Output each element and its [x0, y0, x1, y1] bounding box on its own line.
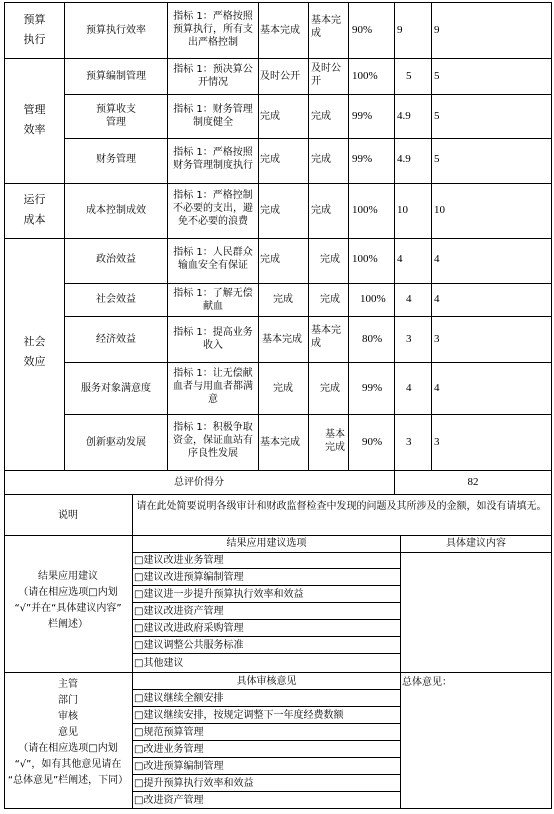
indicator-cell: 指标 1：预决算公开情况 — [173, 64, 253, 88]
overall-opinion-header: 总体意见： — [402, 677, 452, 688]
indicator-cell: 指标 1：严格控制不必要的支出，避免不必要的浪费 — [173, 190, 253, 227]
grid-line — [132, 619, 400, 620]
weight-cell: 4 — [406, 293, 412, 305]
indicator-cell: 指标 1：严格按照预算执行，所有支出严格控制 — [173, 11, 253, 48]
grid-line — [167, 2, 168, 470]
grid-line — [132, 689, 400, 690]
grid-line — [4, 494, 551, 495]
grid-line — [308, 2, 309, 470]
result-option-checkbox[interactable]: □建议改进预算编制管理 — [134, 572, 244, 583]
weight-cell: 4.9 — [397, 110, 411, 122]
result-option-checkbox[interactable]: □建议改进资产管理 — [134, 606, 224, 617]
weight-cell: 4 — [397, 253, 403, 265]
item-cell: 成本控制成效 — [86, 205, 146, 216]
grid-line — [394, 2, 395, 494]
indicator-cell: 指标 1：人民群众输血安全有保证 — [173, 247, 253, 271]
authority-review-label: 主管 部门 审核 意见 （请在相应选项□内划 “√”，如有其他意见请在 “总体意见”栏阐述，下同） — [7, 679, 129, 786]
indicator-cell: 指标 1：让无偿献血者与用血者都满意 — [173, 368, 253, 405]
grid-line — [132, 552, 551, 553]
grid-line — [4, 470, 551, 471]
rate-cell: 99% — [352, 153, 373, 165]
item-cell: 政治效益 — [96, 254, 136, 265]
review-option-checkbox[interactable]: □提升预算执行效率和效益 — [134, 778, 254, 789]
review-opinion-header: 具体审核意见 — [236, 676, 297, 687]
grid-line — [132, 602, 400, 603]
result-option-checkbox[interactable]: □建议进一步提升预算执行效率和效益 — [134, 589, 304, 600]
indicator-cell: 指标 1：提高业务收入 — [173, 327, 253, 351]
review-option-checkbox[interactable]: □建议继续全额安排 — [134, 693, 224, 704]
rate-cell: 100% — [352, 204, 378, 216]
grid-line — [258, 2, 259, 470]
result-option-checkbox[interactable]: □建议改进业务管理 — [134, 555, 224, 566]
grid-line — [348, 2, 349, 470]
item-cell: 预算编制管理 — [86, 71, 146, 82]
total-score-label: 总评价得分 — [174, 477, 224, 488]
grid-line — [132, 706, 400, 707]
grid-line — [132, 740, 400, 741]
grid-line — [132, 774, 400, 775]
actual-cell: 基本 完成 — [325, 429, 345, 453]
target-cell: 基本完成 — [260, 25, 300, 36]
indicator-cell: 指标 1：积极争取资金，保证血站有序良性发展 — [173, 422, 253, 459]
target-cell: 基本完成 — [260, 437, 300, 448]
weight-cell: 4.9 — [397, 153, 411, 165]
target-cell: 完成 — [260, 154, 280, 165]
target-cell: 完成 — [273, 294, 293, 305]
score-cell: 9 — [434, 24, 440, 36]
weight-cell: 3 — [406, 333, 412, 345]
item-cell: 经济效益 — [96, 334, 136, 345]
category-management-efficiency: 管理 效率 — [23, 103, 46, 136]
grid-line — [4, 58, 551, 59]
category-social-effect: 社会 效应 — [23, 335, 46, 368]
score-cell: 5 — [434, 70, 440, 82]
weight-cell: 4 — [406, 382, 412, 394]
actual-cell: 及时公 开 — [311, 63, 341, 87]
grid-line — [132, 636, 400, 637]
weight-cell: 3 — [406, 436, 412, 448]
target-cell: 完成 — [260, 111, 280, 122]
target-cell: 及时公开 — [260, 71, 300, 82]
item-cell: 预算收支 管理 — [96, 104, 136, 128]
grid-line — [132, 791, 400, 792]
grid-line — [551, 2, 552, 809]
review-option-checkbox[interactable]: □规范预算管理 — [134, 727, 204, 738]
target-cell: 完成 — [260, 254, 280, 265]
actual-cell: 基本完 成 — [311, 15, 341, 39]
total-score-value: 82 — [467, 476, 479, 488]
category-budget-execution: 预算 执行 — [23, 13, 46, 46]
indicator-cell: 指标 1：财务管理制度健全 — [173, 104, 253, 128]
result-content-header: 具体建议内容 — [446, 538, 506, 549]
actual-cell: 基本完 成 — [311, 325, 341, 349]
weight-cell: 9 — [397, 24, 403, 36]
item-cell: 预算执行效率 — [86, 25, 146, 36]
review-option-checkbox[interactable]: □建议继续安排，按规定调整下一年度经费数额 — [134, 710, 344, 721]
actual-cell: 完成 — [311, 205, 331, 216]
grid-line — [4, 2, 551, 3]
score-cell: 3 — [434, 333, 440, 345]
score-cell: 10 — [434, 204, 445, 216]
target-cell: 完成 — [273, 383, 293, 394]
target-cell: 完成 — [260, 205, 280, 216]
actual-cell: 完成 — [311, 154, 331, 165]
rate-cell: 99% — [352, 110, 373, 122]
score-cell: 5 — [434, 110, 440, 122]
item-cell: 创新驱动发展 — [86, 437, 146, 448]
item-cell: 服务对象满意度 — [81, 383, 151, 394]
item-cell: 财务管理 — [96, 154, 136, 165]
grid-line — [4, 672, 551, 673]
actual-cell: 完成 — [320, 254, 340, 265]
score-cell: 5 — [434, 153, 440, 165]
review-option-checkbox[interactable]: □改进预算编制管理 — [134, 761, 224, 772]
target-cell: 基本完成 — [262, 334, 302, 345]
result-option-checkbox[interactable]: □建议调整公共服务标准 — [134, 640, 244, 651]
result-option-checkbox[interactable]: □建议改进政府采购管理 — [134, 623, 244, 634]
grid-line — [132, 723, 400, 724]
actual-cell: 完成 — [320, 383, 340, 394]
grid-line — [132, 568, 400, 569]
score-cell: 3 — [434, 436, 440, 448]
review-option-checkbox[interactable]: □改进资产管理 — [134, 795, 204, 806]
grid-line — [4, 238, 551, 239]
rate-cell: 90% — [362, 436, 383, 448]
grid-line — [132, 585, 400, 586]
grid-line — [4, 535, 551, 536]
score-cell: 4 — [434, 382, 440, 394]
grid-line — [4, 808, 551, 809]
weight-cell: 5 — [406, 70, 412, 82]
indicator-cell: 指标 1：了解无偿献血 — [173, 288, 253, 312]
result-option-checkbox[interactable]: □其他建议 — [134, 658, 184, 669]
indicator-cell: 指标 1：严格按照财务管理制度执行 — [173, 147, 253, 171]
score-cell: 4 — [434, 253, 440, 265]
rate-cell: 90% — [352, 24, 373, 36]
rate-cell: 100% — [352, 253, 378, 265]
review-option-checkbox[interactable]: □改进业务管理 — [134, 744, 204, 755]
rate-cell: 99% — [362, 382, 383, 394]
item-cell: 社会效益 — [96, 294, 136, 305]
score-cell: 4 — [434, 293, 440, 305]
explanation-text: 请在此处简要说明各级审计和财政监督检查中发现的问题及其所涉及的金额，如没有请填无。 — [136, 501, 547, 512]
grid-line — [400, 535, 401, 809]
actual-cell: 完成 — [320, 294, 340, 305]
result-application-label: 结果应用建议 （请在相应选项□内划 “√”并在“具体建议内容” 栏阐述） — [14, 571, 122, 630]
weight-cell: 10 — [397, 204, 408, 216]
rate-cell: 100% — [352, 70, 378, 82]
grid-line — [132, 757, 400, 758]
grid-line — [431, 2, 432, 470]
grid-line — [4, 183, 551, 184]
rate-cell: 80% — [362, 333, 383, 345]
grid-line — [132, 653, 400, 654]
explanation-label: 说明 — [58, 510, 78, 521]
result-options-header: 结果应用建议选项 — [226, 538, 307, 549]
category-operating-cost: 运行 成本 — [23, 193, 46, 226]
actual-cell: 完成 — [311, 111, 331, 122]
rate-cell: 100% — [360, 293, 386, 305]
